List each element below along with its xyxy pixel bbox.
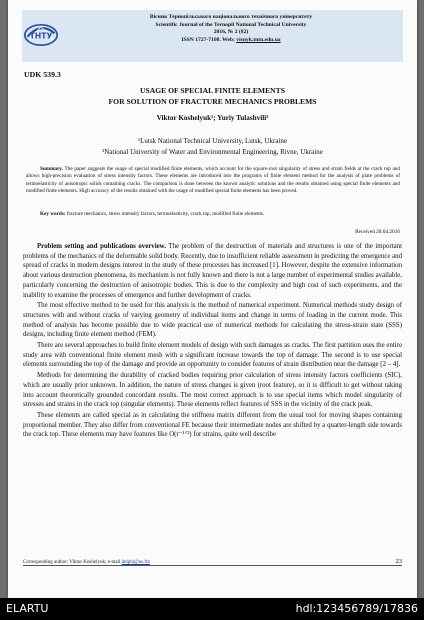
- journal-issn: [66, 37, 396, 45]
- abstract: [26, 166, 400, 195]
- page-number: 23: [393, 558, 403, 565]
- keywords-text: fracture mechanics, stress intensity factors, termoelasticity, crack top, modified finite elements.: [65, 211, 265, 217]
- abstract-text: The paper suggests the usage of special modified finite elements, which account for the square-root singularity of stress and strain fields at the crack top and allows high-precision evaluation of stress intensity factors. These elements are introduced into the programs of finite element method for the analysis of plate problems of termoelasticity of anisotropic solids containing cracks. The comparison is done between the known analytic solutions and the results obtained using special finite elements and modified finite elements. High accuracy of the results obtained with the usage of modified special finite elements has been proved.: [26, 166, 400, 194]
- inline-formula: (r⁻¹ᐟ²): [174, 431, 192, 439]
- paragraph-5-text: These elements are called special as in calculating the stiffness matrix different from the usual tool for moving shapes containing proportional member. They also differ from conventional FE because their intermediate nodes are shifted by a quarter-length side towards the crack top. These elements may have features like O: [23, 411, 402, 439]
- paragraph-2: The most effective method to be used for this analysis is the method of numerical experiment. Numerical methods study design of structures with and without cracks of varying geometry of individual items and change in terms of loading in the current mode. This method of analysis has become possible due to wide practical use of numerical methods for calculating the stress-strain state (SSS) designs, including finite element method (FEM).: [23, 302, 402, 339]
- keywords-label: Key words:: [40, 211, 66, 217]
- journal-name-ua: Вісник Тернопільського національного технічного університету: [149, 14, 313, 20]
- journal-issue: 2016, № 2 (82): [213, 29, 249, 36]
- affiliation-1: ¹Lutsk National Technical University, Lutsk, Ukraine: [138, 137, 287, 145]
- author-email-link[interactable]: delphi@us.fm: [121, 560, 150, 565]
- journal-header: [22, 10, 403, 62]
- handle-identifier: hdl:123456789/17836: [295, 602, 418, 615]
- keywords: [26, 211, 400, 218]
- journal-name-en: Scientific Journal of the Ternopil National Technical University: [155, 21, 307, 28]
- affiliation-2: ²National University of Water and Environmental Engineering, Rivne, Ukraine: [102, 147, 323, 156]
- paper-title: [8, 86, 417, 107]
- paragraph-1: [23, 242, 402, 300]
- journal-url-link[interactable]: visnyk.tntu.edu.ua: [236, 36, 281, 43]
- paragraph-3: There are several approaches to build finite element models of design with such damages as cracks. The first partition uses the entire study area with conventional finite element mesh with a significant increase towards the top of damage. The second is to use special elements surrounding the top of the damage and provide an opportunity to consider features of strain distribution near the damage [2 – 4].: [23, 342, 402, 369]
- footer-note: [23, 560, 153, 565]
- paragraph-5-tail: for strains, quite well describe: [191, 431, 276, 439]
- viewer-status-bar: [0, 598, 424, 620]
- university-logo-icon: [24, 18, 58, 52]
- repository-name: ELARTU: [6, 602, 49, 615]
- body-text: [23, 242, 402, 441]
- logo-text: ТНТУ: [29, 31, 53, 41]
- affiliations: [8, 136, 417, 157]
- paragraph-1-text: The problem of the destruction of materials and structures is one of the important problems of the mechanics of the deformable solid body. Recently, due to insufficient reliable assessment in predicting the emergence and spread of cracks in modern designs interest in the study of these processes has increased [1]. However, despite the extensive information about various destruction phenomena, its mechanism is not fully known and there is not a large number of experimental studies available, particularly concerning the destruction of anisotropic bodies. This is due to the complexity and high cost of such experiments, and the inability to examine the processes of emergence and further development of cracks.: [23, 243, 402, 299]
- abstract-label: Summary.: [40, 166, 63, 172]
- footer-rule: [23, 565, 402, 566]
- title-line-1: USAGE OF SPECIAL FINITE ELEMENTS: [140, 86, 285, 95]
- corresponding-author: Corresponding author: Viktor Koshelyuk; e-mail: [23, 560, 122, 565]
- paragraph-5: [23, 411, 402, 440]
- section-lead: Problem setting and publications overview.: [37, 243, 166, 250]
- udk-code: UDK 539.3: [24, 70, 61, 79]
- authors: Viktor Koshelyuk¹; Yuriy Tulashvili²: [156, 114, 269, 122]
- journal-header-text: [66, 14, 396, 44]
- document-page: [8, 0, 417, 598]
- issn-text: ISSN 1727-7108. Web:: [181, 36, 237, 43]
- title-line-2: FOR SOLUTION OF FRACTURE MECHANICS PROBLEMS: [108, 96, 317, 106]
- paragraph-4: Methods for determining the durability of cracked bodies requiring prior calculation of stress intensity factors coefficients (SIC), which are usually prior unknown. In addition, the nature of stress changes is given (root feature), so it is difficult to get without taking into account theoretically grounded concordant results. The most correct approach is to use special items which model singularity of stresses and strains in the crack top (singular elements). These elements reflect features of SSS in the vicinity of the crack peak.: [23, 372, 402, 409]
- received-date: Received 20.04.2016: [355, 229, 400, 235]
